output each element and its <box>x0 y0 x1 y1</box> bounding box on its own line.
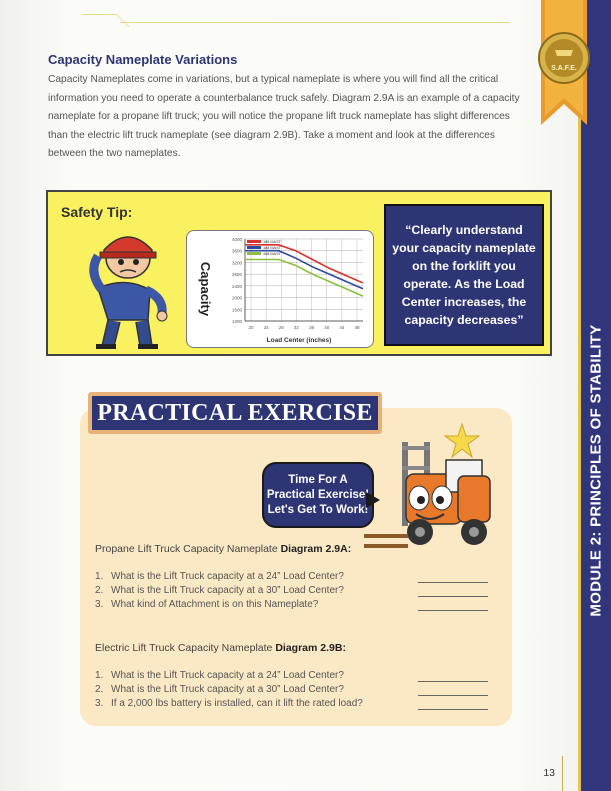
question-number: 1. <box>95 670 104 681</box>
chart-x-axis-label: Load Center (inches) <box>266 337 332 344</box>
safety-tip-box <box>46 190 552 356</box>
chart-legend-label: 188 MAST <box>263 240 281 244</box>
answer-blank-line[interactable] <box>418 596 488 597</box>
chart-legend-label: 188 MAST <box>263 246 281 250</box>
chart-y-tick-label: 3200 <box>231 260 242 266</box>
chart-y-tick-label: 2000 <box>231 295 242 301</box>
answer-blank-line[interactable] <box>418 582 488 583</box>
propane-nameplate-heading <box>95 543 351 555</box>
propane-diagram-ref: Diagram 2.9A: <box>280 543 352 555</box>
safety-quote-text: “Clearly understand your capacity nameplate on the forklift you operate. As the Load Center increases, the capacity decreases” <box>392 223 536 327</box>
bubble-line-2: Practical Exercise! <box>266 488 370 501</box>
safe-badge-ribbon-icon <box>537 0 591 125</box>
chart-x-tick-label: 20 <box>248 325 254 330</box>
chart-x-tick-label: 24 <box>263 325 269 330</box>
practical-exercise-title: PRACTICAL EXERCISE <box>92 396 378 430</box>
chart-legend-label: 168 MAST <box>263 252 281 256</box>
propane-question-list <box>95 571 495 613</box>
safety-quote-box <box>384 204 544 346</box>
electric-question <box>95 684 495 698</box>
chart-y-tick-label: 2400 <box>231 283 242 289</box>
forklift-mascot-icon <box>362 420 502 552</box>
electric-question <box>95 698 495 712</box>
question-number: 2. <box>95 585 104 596</box>
electric-diagram-ref: Diagram 2.9B: <box>275 642 346 654</box>
electric-nameplate-heading <box>95 642 346 654</box>
confused-worker-icon <box>78 228 170 350</box>
propane-heading-label: Propane Lift Truck Capacity Nameplate <box>95 543 281 555</box>
chart-y-axis-label: Capacity <box>198 261 213 317</box>
answer-blank-line[interactable] <box>418 610 488 611</box>
electric-question <box>95 670 495 684</box>
chart-y-tick-label: 1200 <box>231 319 242 324</box>
chart-x-tick-label: 44 <box>339 325 345 330</box>
chart-y-tick-label: 2800 <box>231 272 242 278</box>
chart-x-tick-label: 40 <box>324 325 330 330</box>
chart-legend-swatch <box>247 252 261 255</box>
page-number: 13 <box>543 767 555 779</box>
chart-y-tick-label: 4000 <box>231 237 242 242</box>
question-number: 3. <box>95 698 104 709</box>
question-text: If a 2,000 lbs battery is installed, can it lift the rated load? <box>111 698 363 709</box>
question-text: What is the Lift Truck capacity at a 30” Load Center? <box>111 684 344 695</box>
question-number: 1. <box>95 571 104 582</box>
top-decor-line <box>120 22 510 23</box>
chart-x-tick-label: 32 <box>293 325 299 330</box>
question-text: What kind of Attachment is on this Nameplate? <box>111 599 319 610</box>
question-text: What is the Lift Truck capacity at a 24” Load Center? <box>111 670 344 681</box>
electric-heading-label: Electric Lift Truck Capacity Nameplate <box>95 642 276 654</box>
chart-series-line <box>245 260 363 297</box>
propane-question <box>95 599 495 613</box>
practical-exercise-speech-bubble <box>262 462 374 528</box>
safety-tip-title: Safety Tip: <box>61 204 133 220</box>
speech-bubble-tail <box>366 492 380 508</box>
chart-x-tick-label: 48 <box>354 325 360 330</box>
capacity-chart <box>186 230 374 348</box>
chart-x-tick-label: 36 <box>309 325 315 330</box>
section-intro-paragraph: Capacity Nameplates come in variations, but a typical nameplate is where you will find all the critical information you need to operate a counterbalance truck safely. Diagram 2.9A is an example of a capacity nameplate for a propane lift truck; you will notice the propane lift truck nameplate has slight differences than the electric lift truck nameplate (see diagram 2.9B). Take a moment and look at the differences between the two nameplates. <box>48 74 520 159</box>
answer-blank-line[interactable] <box>418 709 488 710</box>
answer-blank-line[interactable] <box>418 681 488 682</box>
question-text: What is the Lift Truck capacity at a 30” Load Center? <box>111 585 344 596</box>
bubble-line-1: Time For A <box>288 473 348 486</box>
badge-text: S.A.F.E. <box>551 65 577 72</box>
chart-y-tick-label: 1600 <box>231 307 242 313</box>
chart-y-tick-label: 3600 <box>231 248 242 254</box>
propane-question <box>95 571 495 585</box>
question-number: 2. <box>95 684 104 695</box>
capacity-chart-svg <box>187 231 373 347</box>
bubble-line-3: Let's Get To Work! <box>267 503 369 516</box>
module-label: MODULE 2: PRINCIPLES OF STABILITY <box>587 323 605 617</box>
module-label-wrap <box>583 160 609 780</box>
page-number-divider <box>562 756 563 791</box>
chart-legend-swatch <box>247 246 261 249</box>
question-number: 3. <box>95 599 104 610</box>
question-text: What is the Lift Truck capacity at a 24” Load Center? <box>111 571 344 582</box>
section-title: Capacity Nameplate Variations <box>48 52 238 67</box>
chart-legend-swatch <box>247 240 261 243</box>
answer-blank-line[interactable] <box>418 695 488 696</box>
propane-question <box>95 585 495 599</box>
practical-exercise-header <box>88 392 382 434</box>
chart-x-tick-label: 28 <box>278 325 284 330</box>
electric-question-list <box>95 670 495 712</box>
